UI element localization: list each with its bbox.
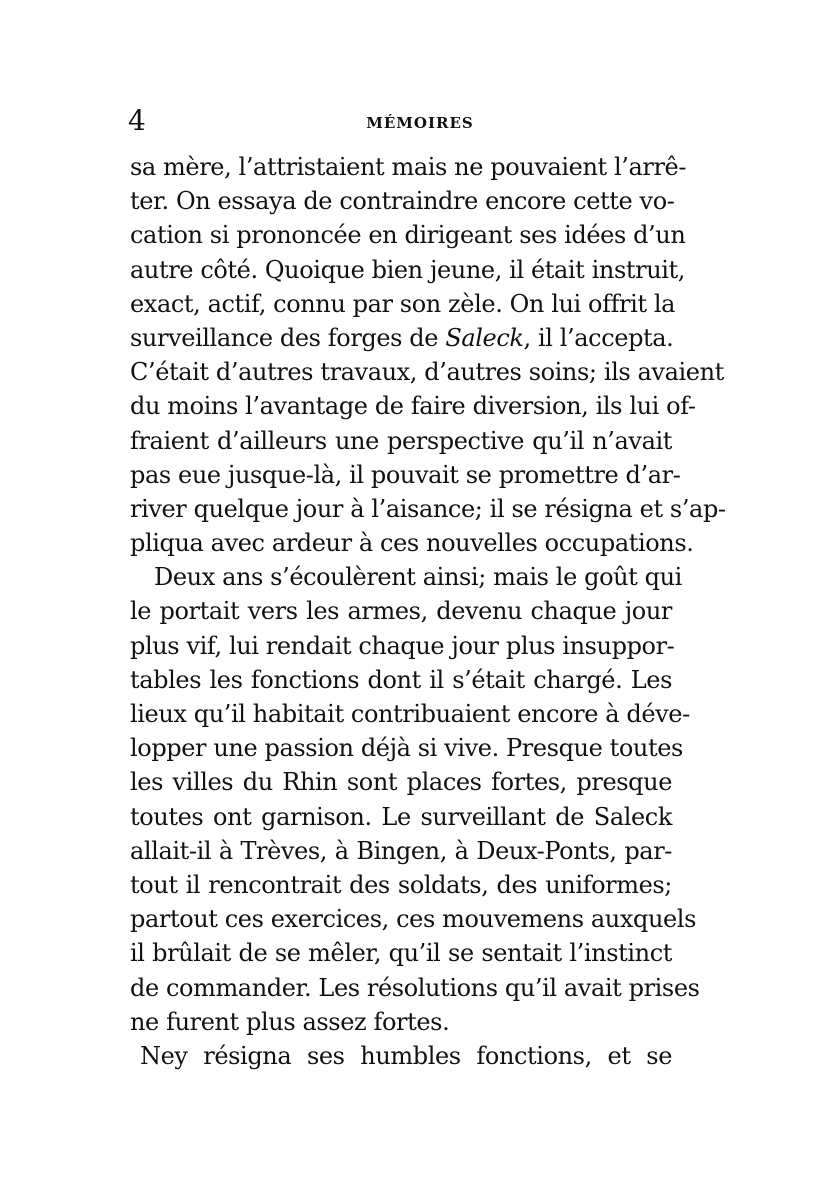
- text-line: les villes du Rhin sont places fortes, presque: [130, 768, 672, 797]
- text-line: lieux qu’il habitait contribuaient encore à déve-: [130, 700, 690, 728]
- text-line: autre côté. Quoique bien jeune, il était instruit,: [130, 255, 686, 284]
- text-line: ter. On essaya de contraindre encore cette vo-: [130, 187, 675, 216]
- text-segment: , il l’accepta.: [523, 323, 674, 352]
- text-line: du moins l’avantage de faire diversion, ils lui of-: [130, 392, 696, 421]
- text-line: river quelque jour à l’aisance; il se résigna et s’ap-: [130, 494, 726, 523]
- text-line: pliqua avec ardeur à ces nouvelles occupations.: [130, 529, 694, 558]
- text-line: sa mère, l’attristaient mais ne pouvaient l’arrê-: [130, 153, 687, 181]
- body-text: [130, 150, 726, 1073]
- text-line: de commander. Les résolutions qu’il avait prises: [130, 973, 700, 1002]
- text-line: ne furent plus assez fortes.: [130, 1007, 450, 1036]
- text-line: exact, actif, connu par son zèle. On lui offrit la: [130, 289, 676, 318]
- text-line: lopper une passion déjà si vive. Presque toutes: [130, 734, 683, 763]
- text-line: toutes ont garnison. Le surveillant de Saleck: [130, 802, 672, 831]
- text-line: allait-il à Trèves, à Bingen, à Deux-Ponts, par-: [130, 836, 672, 865]
- paragraph-first-line: Deux ans s’écoulèrent ainsi; mais le goût qui: [154, 563, 682, 592]
- text-segment: surveillance des forges de: [130, 323, 439, 352]
- text-line: partout ces exercices, ces mouvemens auxquels: [130, 905, 697, 934]
- page-number: 4: [128, 104, 146, 137]
- text-line: il brûlait de se mêler, qu’il se sentait l’instinct: [130, 939, 672, 968]
- text-line: C’était d’autres travaux, d’autres soins; ils avaient: [130, 358, 724, 387]
- text-line: le portait vers les armes, devenu chaque jour: [130, 597, 672, 626]
- place-name-saleck: Saleck: [445, 323, 524, 352]
- paragraph-first-line: Ney résigna ses humbles fonctions, et se: [140, 1041, 672, 1070]
- text-line: tout il rencontrait des soldats, des uniformes;: [130, 870, 672, 899]
- text-line: [130, 321, 672, 355]
- text-line: cation si prononcée en dirigeant ses idées d’un: [130, 221, 686, 250]
- text-line: tables les fonctions dont il s’était chargé. Les: [130, 665, 672, 694]
- text-line: fraient d’ailleurs une perspective qu’il n’avait: [130, 426, 672, 455]
- text-line: plus vif, lui rendait chaque jour plus insuppor-: [130, 631, 675, 660]
- running-head-title: MÉMOIRES: [366, 114, 474, 132]
- text-line: pas eue jusque-là, il pouvait se promettre d’ar-: [130, 460, 681, 489]
